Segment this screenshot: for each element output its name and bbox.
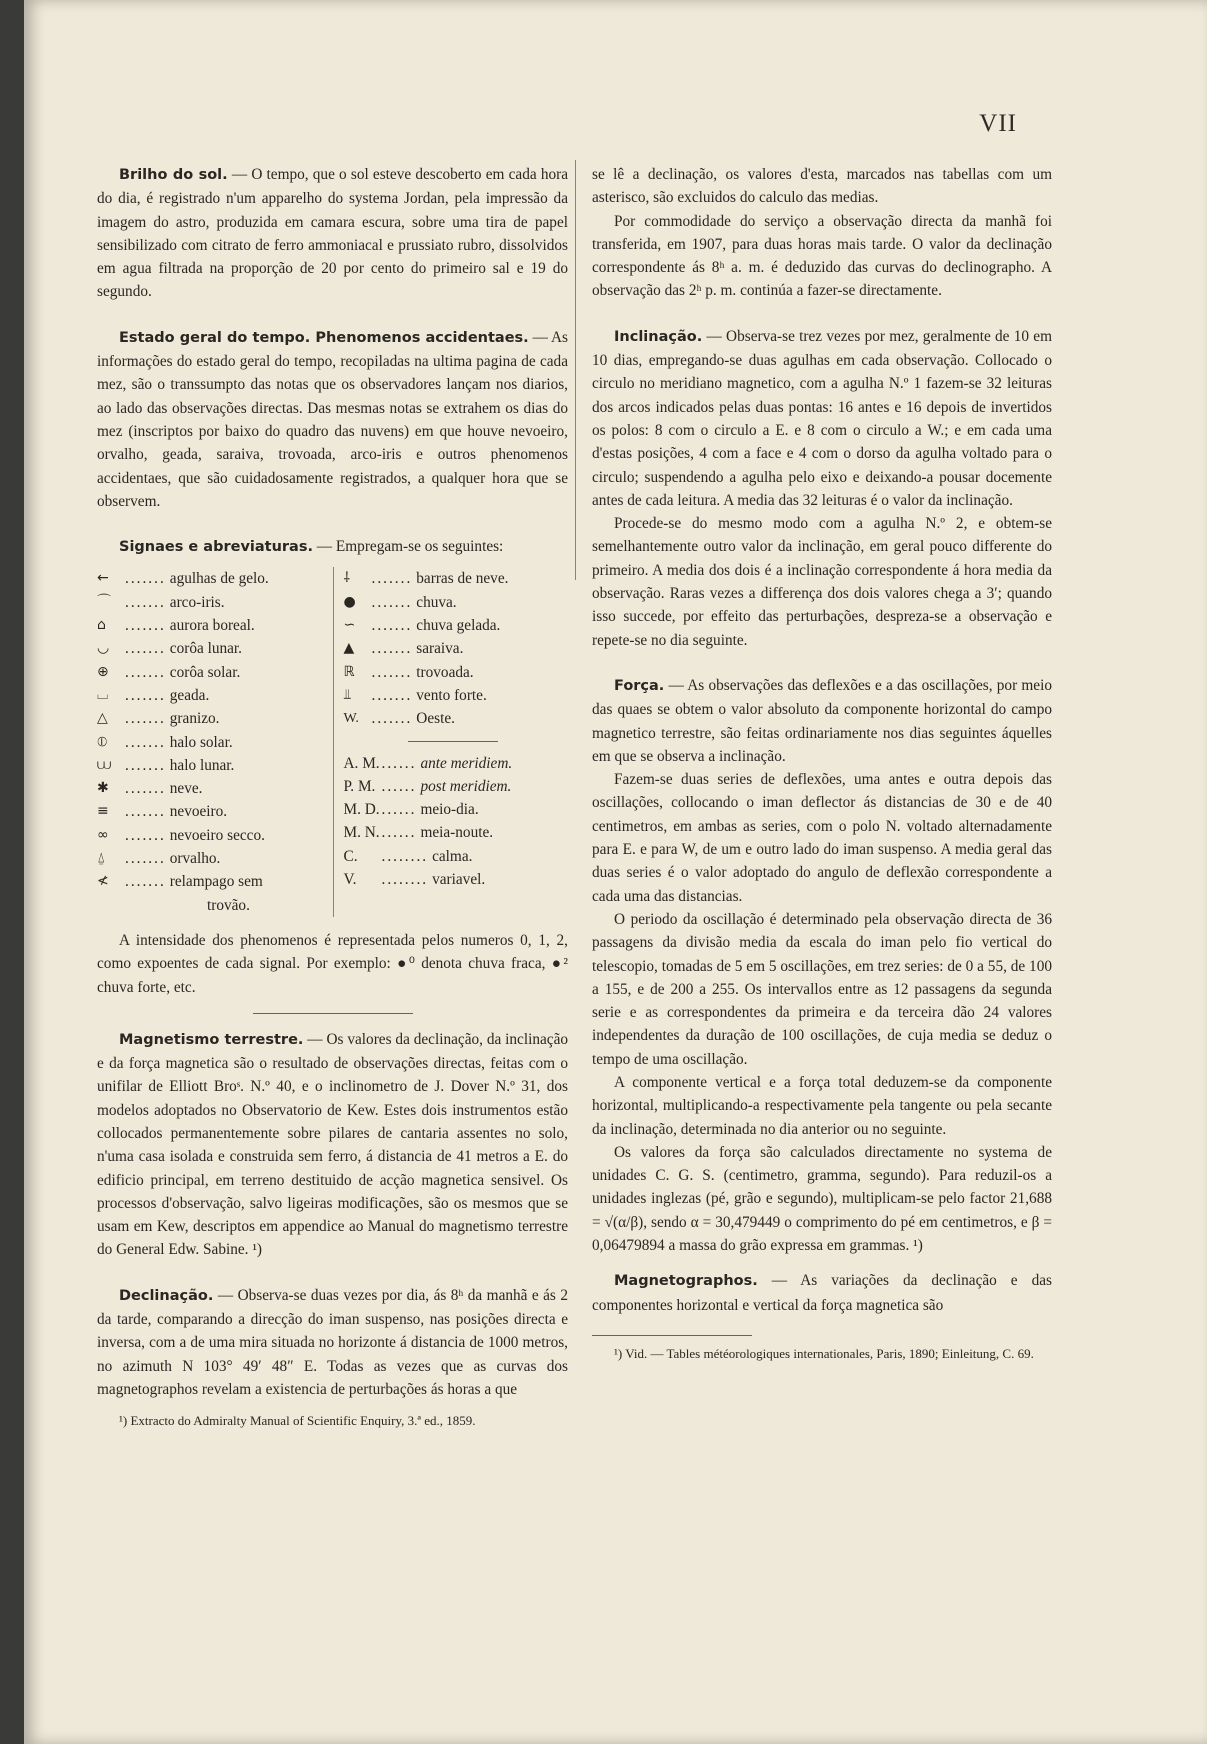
symbol-desc: trovoada.: [416, 663, 474, 681]
inclinacao-heading: Inclinação.: [614, 328, 703, 345]
declinacao-heading: Declinação.: [119, 1287, 214, 1304]
abbrev-divider: [408, 741, 498, 742]
dew-icon: ⍙: [97, 850, 106, 867]
needle-ice-icon: ←: [97, 570, 109, 587]
commodidade-paragraph: Por commodidade do serviço a observação directa da manhã foi transferida, em 1907, para duas horas mais tarde. O valor da declinação correspondente ás 8ʰ a. m. é deduzido das curvas do declinographo. A observação das 2ʰ p. m. continúa a fazer-se directamente.: [592, 212, 1052, 300]
abbrev-desc: meio-dia.: [420, 801, 479, 819]
strong-wind-icon: ⫫: [343, 686, 352, 703]
symbol-desc: neve.: [169, 780, 203, 798]
procede-paragraph: Procede-se do mesmo modo com a agulha N.º 2, e obtem-se semelhantemente outro valor da inclinação, em geral pouco differente do primeiro. A media dos dois é a inclinação correspondente á hora media da observação. Raras vezes a differença dos dois valores chega a 3′; quando isso succede, por effeito das perturbações, despreza-se a observação e repete-se no dia seguinte.: [592, 515, 1052, 649]
abbrev-row: P. M. ...... post meridiem.: [344, 775, 563, 798]
thunderstorm-icon: ℝ: [343, 663, 355, 680]
abbrev: A. M.: [343, 754, 380, 772]
symbol-desc: chuva.: [416, 593, 457, 611]
freezing-rain-icon: ∽: [343, 617, 356, 634]
symbol-desc: barras de neve.: [416, 570, 509, 588]
symbol-desc: orvalho.: [169, 850, 221, 868]
right-column: [568, 163, 1052, 1364]
symbol-desc: nevoeiro secco.: [169, 826, 265, 844]
symbol-row: ∽ ....... chuva gelada.: [344, 614, 563, 637]
magnetismo-paragraph: [97, 1028, 568, 1262]
valores-paragraph: Os valores da força são calculados directamente no systema de unidades C. G. S. (centimetro, gramma, segundo). Para reduzil-os a unidades inglezas (pé, grão e segundo), multiplicam-se pelo factor 21,688 = √(α/β), sendo α = 30,479449 o comprimento do pé em centimetros, e β = 0,06479894 a massa do grão expressa em grammas. ¹): [592, 1143, 1052, 1255]
footnote-left: ¹) Extracto do Admiralty Manual of Scientific Enquiry, 3.ª ed., 1859.: [119, 1413, 476, 1429]
symbol-row: ≡ ....... nevoeiro.: [97, 800, 327, 823]
intensidade-paragraph: A intensidade dos phenomenos é representada pelos numeros 0, 1, 2, como expoentes de cada signal. Por exemplo: ●⁰ denota chuva fraca, ●² chuva forte, etc.: [97, 931, 568, 996]
snow-drift-icon: ⸸: [343, 570, 351, 587]
footnote-rule: [592, 1335, 752, 1336]
hail-icon: △: [97, 710, 108, 727]
snow-icon: ✱: [97, 780, 109, 797]
forca-text: — As observações das deflexões e a das oscillações, por meio das quaes se obtem o valor absoluto da componente horizontal do campo magnetico terrestre, são feitas ordinariamente nos dias seguintes áquelles em que se observa a inclinação.: [592, 676, 1052, 765]
symbol-row-cont: [97, 894, 327, 917]
fog-icon: ≡: [97, 803, 109, 820]
lunar-halo-icon: ⩊: [97, 756, 112, 773]
symbol-row: ⸸ ....... barras de neve.: [344, 567, 563, 590]
magnetographos-text: — As variações da declinação e das componentes horizontal e vertical da força magnetica são: [592, 1272, 1052, 1314]
rainbow-icon: ⌒: [97, 593, 111, 610]
symbol-desc: geada.: [169, 686, 210, 704]
symbol-row: ℝ ....... trovoada.: [344, 661, 563, 684]
symbol-row: ⌂ ....... aurora boreal.: [97, 614, 327, 637]
abbrev: C.: [343, 847, 358, 865]
abbrev-desc: meia-noute.: [420, 824, 494, 842]
sleet-icon: ▲: [343, 640, 355, 657]
abbrev-row: M. D. ...... meio-dia.: [344, 798, 563, 821]
brilho-heading: Brilho do sol.: [119, 167, 228, 183]
symbol-row: ∞ ....... nevoeiro secco.: [97, 824, 327, 847]
rain-icon: ●: [343, 593, 356, 610]
abbrev-row: A. M. ...... ante meridiem.: [344, 752, 563, 775]
solar-halo-icon: ⦶: [97, 733, 108, 750]
forca-heading: Força.: [614, 677, 665, 694]
symbol-row: ✱ ....... neve.: [97, 777, 327, 800]
symbol-desc: granizo.: [169, 710, 220, 728]
symbol-desc-cont: trovão.: [207, 896, 250, 914]
symbol-desc: chuva gelada.: [416, 617, 501, 635]
estado-text: — As informações do estado geral do tempo, recopiladas na ultima pagina de cada mez, são o transsumpto das notas que os observadores lançam nos diarios, ao lado das observações directas. Das mesmas notas se extrahem os dias do mez (inscriptos por baixo do quadro das nuvens) em que houve nevoeiro, orvalho, geada, saraiva, trovoada, arco-iris e outros phenomenos accidentaes, que são cuidadosamente registrados, a qualquer hora que se observem.: [97, 328, 568, 510]
symbol-row: ● ....... chuva.: [344, 591, 563, 614]
symbol-row: ≮ ....... relampago sem: [97, 870, 327, 893]
section-divider: [253, 1013, 413, 1014]
abbrev: M. D.: [343, 801, 380, 819]
symbol-row: ⌴ ....... geada.: [97, 684, 327, 707]
symbol-row: △ ....... granizo.: [97, 707, 327, 730]
symbol-row: ⩊ ....... halo lunar.: [97, 754, 327, 777]
symbol-row: ⫫ ....... vento forte.: [344, 684, 563, 707]
magnetographos-paragraph: [592, 1269, 1052, 1317]
declinacao-paragraph: [97, 1284, 568, 1401]
symbol-desc: Oeste.: [416, 710, 455, 728]
magnetismo-heading: Magnetismo terrestre.: [119, 1031, 304, 1048]
brilho-text: — O tempo, que o sol esteve descoberto em cada hora do dia, é registrado n'um apparelho do systema Jordan, pela impressão da imagem do astro, produzida em camara escura, sobre uma tira de papel sensibilizado com citrato de ferro ammoniacal e prussiato rubro, dissolvidos em agua filtrada na proporção de 20 por cento do primeiro sal e 19 do segundo.: [97, 166, 569, 301]
symbol-desc: saraiva.: [416, 640, 464, 658]
abbrev-row: C. ........ calma.: [344, 845, 563, 868]
lightning-icon: ≮: [97, 873, 109, 890]
inclinacao-text: — Observa-se trez vezes por mez, geralmente de 10 em 10 dias, empregando-se duas agulhas em cada observação. Collocado o circulo no meridiano magnetico, com a agulha N.º 1 fazem-se 32 leituras dos arcos indicados pelas duas pontas: 16 antes e 16 depois de invertidos os polos: 8 com o circulo a E. e 8 com o circulo a W.; e em cada uma d'estas posições, 4 com a face e 4 com o dorso da agulha voltado para o circulo; suspendendo a agulha pelo eixo e deixando-a pousar docemente antes de cada leitura. A media das 32 leituras é o valor da inclinação.: [592, 327, 1052, 509]
symbol-row: ← ....... agulhas de gelo.: [97, 567, 327, 590]
abbrev: M. N.: [343, 824, 380, 842]
abbrev-desc: variavel.: [432, 871, 486, 889]
symbol-row: ▲ ....... saraiva.: [344, 637, 563, 660]
symbols-table: [97, 567, 568, 916]
symbol-row: ⊕ ....... corôa solar.: [97, 661, 327, 684]
periodo-paragraph: O periodo da oscillação é determinado pela observação directa de 36 passagens da divisão media da escala do iman pelo fio vertical do telescopio, tomadas de 5 em 5 oscillações, em trez series: de 0 a 55, de 100 a 155, e de 200 a 255. Os intervallos entre as 12 passagens da segunda serie e as correspondentes da primeira e da terceira dão 24 valores independentes da duração de 100 oscillações, de cuja media se deduz o tempo de uma oscillação.: [592, 910, 1052, 1068]
symbol-desc: relampago sem: [169, 873, 263, 891]
abbrev-row: V. ........ variavel.: [344, 868, 563, 891]
solar-corona-icon: ⊕: [97, 663, 109, 680]
abbrev-row: M. N. ...... meia-noute.: [344, 821, 563, 844]
estado-paragraph: [97, 326, 568, 513]
symbol-row: W. ....... Oeste.: [344, 707, 563, 730]
footnote-right: ¹) Vid. — Tables météorologiques internationales, Paris, 1890; Einleitung, C. 69.: [614, 1345, 1034, 1361]
series-paragraph: Fazem-se duas series de deflexões, uma antes e outra depois das oscillações, collocando o iman deflector ás distancias de 30 e de 40 centimetros, em ambas as series, com o polo N. voltado alternadamente para E. e para W, de um e outro lado do iman suspenso. A media geral das duas series é o valor adoptado do angulo de deflexão correspondente a cada uma das distancias.: [592, 771, 1052, 905]
magnetismo-text: — Os valores da declinação, da inclinação e da força magnetica são o resultado de observações directas, feitas com o unifilar de Elliott Broˢ. N.º 40, e o inclinometro de J. Dover N.º 31, dos modelos adoptados no Observatorio de Kew. Estes dois instrumentos estão collocados permanentemente sobre pilares de cantaria assentes no solo, n'uma casa isolada e construida sem ferro, á distancia de 41 metros a E. do edificio principal, em terreno destituido de acção magnetica sensivel. Os processos d'observação, salvo ligeiras modificações, são os mesmos que se usam em Kew, descriptos em appendice ao Manual do magnetismo terrestre do General Edw. Sabine. ¹): [97, 1030, 569, 1259]
declinacao-text: — Observa-se duas vezes por dia, ás 8ʰ da manhã e ás 2 da tarde, comparando a direcção do iman suspenso, nas posições directa e inversa, com a de uma mira situada no horizonte á distancia de 1000 metros, no azimuth N 103° 49′ 48″ E. Todas as vezes que as curvas dos magnetographos revelam a existencia de perturbações ás horas a que: [97, 1286, 568, 1398]
dry-fog-icon: ∞: [97, 826, 109, 843]
symbol-desc: halo solar.: [169, 733, 233, 751]
symbol-row: ⌒ ....... arco-iris.: [97, 591, 327, 614]
symbol-row: ⍙ ....... orvalho.: [97, 847, 327, 870]
symbol-desc: corôa lunar.: [169, 640, 242, 658]
document-page: [24, 0, 1207, 1744]
abbrev-desc: post meridiem.: [420, 777, 512, 795]
continuation-paragraph: se lê a declinação, os valores d'esta, marcados nas tabellas com um asterisco, são excluidos do calculo das medias.: [592, 166, 1052, 207]
frost-icon: ⌴: [97, 686, 109, 703]
lunar-corona-icon: ◡: [97, 640, 110, 657]
symbol-desc: halo lunar.: [169, 756, 235, 774]
symbol-desc: arco-iris.: [169, 593, 225, 611]
abbrev-desc: calma.: [432, 847, 473, 865]
symbol-desc: aurora boreal.: [169, 617, 255, 635]
symbols-left-list: [97, 567, 333, 916]
brilho-paragraph: [97, 163, 568, 304]
symbol-row: ◡ ....... corôa lunar.: [97, 637, 327, 660]
inclinacao-paragraph: [592, 325, 1052, 512]
aurora-icon: ⌂: [97, 617, 106, 634]
symbols-right-list: [333, 567, 569, 916]
symbol-desc: agulhas de gelo.: [169, 570, 269, 588]
componente-paragraph: A componente vertical e a força total deduzem-se da componente horizontal, multiplicando-a respectivamente pela tangente ou pela secante da inclinação, determinada no dia anterior ou no seguinte.: [592, 1073, 1052, 1138]
estado-heading: Estado geral do tempo. Phenomenos accidentaes.: [119, 329, 529, 346]
magnetographos-heading: Magnetographos.: [614, 1273, 758, 1290]
page-number: VII: [979, 110, 1017, 137]
abbrev: V.: [343, 871, 357, 889]
west-label: W.: [343, 711, 359, 727]
left-column: [97, 163, 568, 1431]
symbol-desc: nevoeiro.: [169, 803, 228, 821]
signaes-heading: Signaes e abreviaturas.: [119, 539, 313, 556]
signaes-text: — Empregam-se os seguintes:: [312, 538, 504, 556]
forca-paragraph: [592, 674, 1052, 768]
abbrev: P. M.: [343, 777, 376, 795]
abbrev-desc: ante meridiem.: [420, 754, 513, 772]
symbol-desc: corôa solar.: [169, 663, 241, 681]
signaes-paragraph: [97, 535, 568, 559]
symbol-desc: vento forte.: [416, 686, 487, 704]
symbol-row: ⦶ ....... halo solar.: [97, 731, 327, 754]
